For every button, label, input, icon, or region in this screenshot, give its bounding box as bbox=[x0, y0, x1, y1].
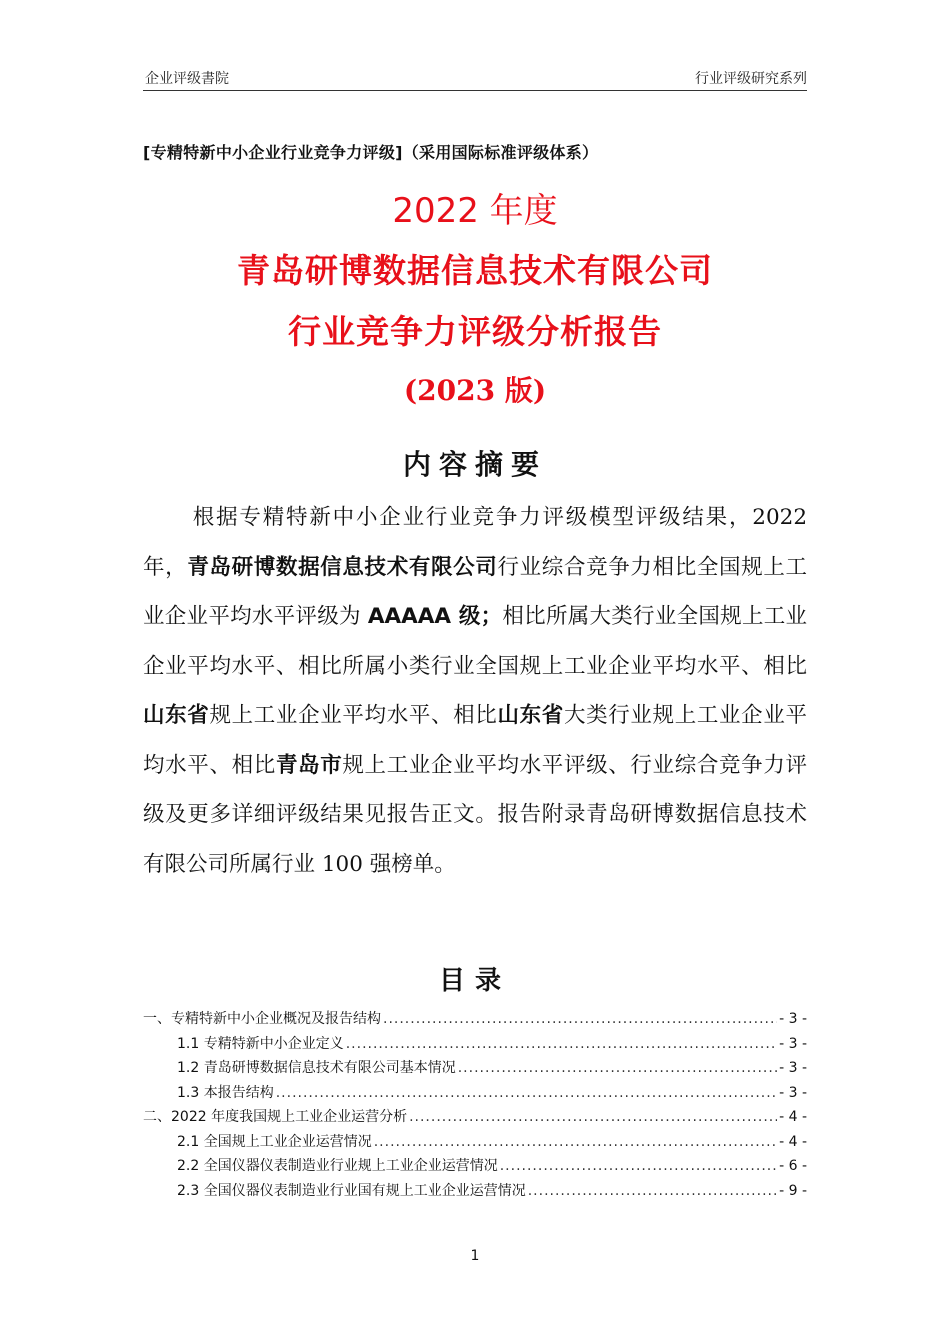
title-company: 青岛研博数据信息技术有限公司 bbox=[237, 251, 713, 290]
toc-entry-title: 一、专精特新中小企业概况及报告结构 bbox=[143, 1011, 381, 1027]
abstract-rating: AAAAA 级； bbox=[367, 604, 503, 629]
title-edition: (2023 版) bbox=[403, 374, 547, 407]
abstract-segment: 行业综合竞争力相比全国规上工业企业平均水平评级为 bbox=[143, 554, 807, 629]
abstract-segment: 规上工业企业平均水平评级、行业综合竞争力评级及更多详细评级结果见报告正文。报告附录青岛研博数据信息技术有限公司所属行业 100 强榜单。 bbox=[143, 752, 807, 877]
toc-entry-page: - 3 - bbox=[779, 1035, 807, 1052]
toc-entry[interactable] bbox=[143, 1008, 807, 1033]
toc-entry-page: - 4 - bbox=[779, 1109, 807, 1125]
toc-entry[interactable] bbox=[143, 1082, 807, 1107]
header-left-text: 企业评级書院 bbox=[145, 71, 229, 87]
page-number: 1 bbox=[470, 1248, 480, 1264]
toc-entry-page: - 3 - bbox=[779, 1011, 807, 1027]
toc-entry[interactable] bbox=[143, 1155, 807, 1180]
abstract-segment: 规上工业企业平均水平、相比 bbox=[209, 703, 498, 728]
toc-leader-dots bbox=[500, 1158, 777, 1174]
abstract-segment: 相比所属大类行业全国规上工业企业平均水平、相比所属小类行业全国规上工业企业平均水平、相比 bbox=[143, 604, 807, 679]
toc-leader-dots bbox=[276, 1085, 777, 1101]
toc-leader-dots bbox=[346, 1036, 777, 1052]
toc-entry[interactable] bbox=[143, 1033, 807, 1058]
table-of-contents bbox=[143, 1008, 807, 1204]
toc-entry-title: 1.2 青岛研博数据信息技术有限公司基本情况 bbox=[177, 1060, 456, 1076]
toc-entry-title: 2.2 全国仪器仪表制造业行业规上工业企业运营情况 bbox=[177, 1158, 498, 1174]
abstract-segment: 根据专精特新中小企业行业竞争力评级模型评级结果，2022 年， bbox=[143, 505, 807, 580]
abstract-paragraph bbox=[143, 493, 807, 889]
toc-leader-dots bbox=[383, 1011, 777, 1027]
abstract-segment: 大类行业规上工业企业平均水平、相比 bbox=[143, 703, 807, 778]
toc-entry-title: 2.3 全国仪器仪表制造业行业国有规上工业企业运营情况 bbox=[177, 1182, 526, 1199]
toc-heading: 目录 bbox=[438, 966, 511, 996]
title-report: 行业竞争力评级分析报告 bbox=[288, 312, 662, 351]
toc-entry-title: 1.1 专精特新中小企业定义 bbox=[177, 1035, 344, 1052]
abstract-company-name: 青岛研博数据信息技术有限公司 bbox=[187, 554, 498, 580]
toc-entry-page: - 9 - bbox=[779, 1182, 807, 1199]
toc-entry-title: 二、2022 年度我国规上工业企业运营分析 bbox=[143, 1109, 408, 1125]
series-line: [专精特新中小企业行业竞争力评级]（采用国际标准评级体系） bbox=[143, 143, 599, 162]
toc-entry[interactable] bbox=[143, 1106, 807, 1131]
toc-entry-page: - 3 - bbox=[779, 1084, 807, 1101]
toc-entry[interactable] bbox=[143, 1131, 807, 1156]
toc-leader-dots bbox=[458, 1060, 777, 1076]
toc-entry[interactable] bbox=[143, 1057, 807, 1082]
toc-leader-dots bbox=[528, 1183, 777, 1199]
toc-entry-title: 2.1 全国规上工业企业运营情况 bbox=[177, 1133, 372, 1150]
abstract-province: 山东省 bbox=[497, 703, 564, 728]
title-year: 2022 年度 bbox=[392, 191, 558, 231]
toc-entry-page: - 3 - bbox=[779, 1060, 807, 1076]
header-right-text: 行业评级研究系列 bbox=[695, 71, 807, 87]
toc-leader-dots bbox=[409, 1109, 777, 1125]
toc-entry-title: 1.3 本报告结构 bbox=[177, 1084, 274, 1101]
toc-entry-page: - 4 - bbox=[779, 1133, 807, 1150]
abstract-city: 青岛市 bbox=[275, 752, 343, 778]
header-divider bbox=[143, 90, 807, 91]
toc-entry-page: - 6 - bbox=[779, 1158, 807, 1174]
abstract-province: 山东省 bbox=[143, 703, 210, 728]
abstract-heading: 内容摘要 bbox=[402, 448, 547, 481]
toc-entry[interactable] bbox=[143, 1180, 807, 1205]
toc-leader-dots bbox=[374, 1134, 777, 1150]
